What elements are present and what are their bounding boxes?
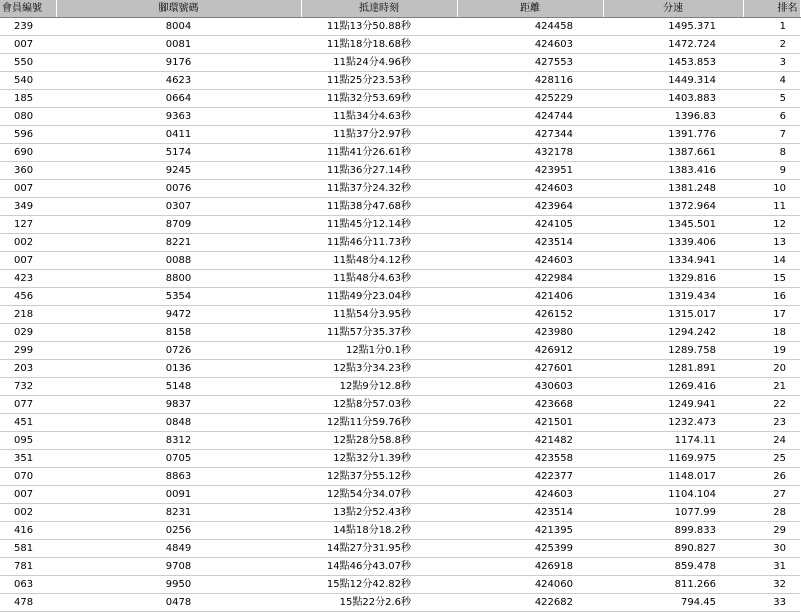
member-id-cell: 550 — [0, 54, 56, 72]
rank-cell: 25 — [743, 450, 800, 468]
arrival-time-cell: 13點2分52.43秒 — [301, 504, 457, 522]
ring-number-cell: 0136 — [56, 360, 301, 378]
distance-cell: 424744 — [457, 108, 603, 126]
speed-cell: 1281.891 — [603, 360, 743, 378]
table-row — [0, 54, 800, 72]
rank-cell: 23 — [743, 414, 800, 432]
ring-number-cell: 0848 — [56, 414, 301, 432]
ring-number-cell: 0478 — [56, 594, 301, 612]
rank-cell: 26 — [743, 468, 800, 486]
distance-cell: 422377 — [457, 468, 603, 486]
member-id-cell: 781 — [0, 558, 56, 576]
arrival-time-cell: 11點36分27.14秒 — [301, 162, 457, 180]
member-id-cell: 540 — [0, 72, 56, 90]
speed-cell: 1387.661 — [603, 144, 743, 162]
arrival-time-cell: 11點48分4.63秒 — [301, 270, 457, 288]
member-id-cell: 080 — [0, 108, 56, 126]
ring-number-cell: 8004 — [56, 18, 301, 36]
ring-number-cell: 8312 — [56, 432, 301, 450]
speed-cell: 1329.816 — [603, 270, 743, 288]
ring-number-cell: 8158 — [56, 324, 301, 342]
distance-cell: 424603 — [457, 36, 603, 54]
member-id-cell: 127 — [0, 216, 56, 234]
arrival-time-cell: 15點22分2.6秒 — [301, 594, 457, 612]
ring-number-cell: 0081 — [56, 36, 301, 54]
arrival-time-cell: 11點32分53.69秒 — [301, 90, 457, 108]
ring-number-cell: 0726 — [56, 342, 301, 360]
rank-cell: 33 — [743, 594, 800, 612]
speed-cell: 794.45 — [603, 594, 743, 612]
rank-cell: 29 — [743, 522, 800, 540]
arrival-time-cell: 11點24分4.96秒 — [301, 54, 457, 72]
ring-number-cell: 9837 — [56, 396, 301, 414]
distance-cell: 423951 — [457, 162, 603, 180]
speed-cell: 1453.853 — [603, 54, 743, 72]
table-row — [0, 396, 800, 414]
speed-cell: 1294.242 — [603, 324, 743, 342]
member-id-cell: 299 — [0, 342, 56, 360]
distance-cell: 424603 — [457, 180, 603, 198]
table-body — [0, 18, 800, 612]
table-row — [0, 216, 800, 234]
member-id-cell: 095 — [0, 432, 56, 450]
arrival-time-cell: 11點48分4.12秒 — [301, 252, 457, 270]
member-id-cell: 690 — [0, 144, 56, 162]
member-id-cell: 456 — [0, 288, 56, 306]
speed-cell: 1472.724 — [603, 36, 743, 54]
distance-cell: 424603 — [457, 486, 603, 504]
ring-number-cell: 9176 — [56, 54, 301, 72]
member-id-cell: 002 — [0, 504, 56, 522]
distance-cell: 422682 — [457, 594, 603, 612]
arrival-time-cell: 14點27分31.95秒 — [301, 540, 457, 558]
arrival-time-cell: 14點46分43.07秒 — [301, 558, 457, 576]
table-row — [0, 522, 800, 540]
rank-cell: 18 — [743, 324, 800, 342]
rank-cell: 5 — [743, 90, 800, 108]
table-row — [0, 288, 800, 306]
arrival-time-cell: 12點8分57.03秒 — [301, 396, 457, 414]
arrival-time-cell: 14點18分18.2秒 — [301, 522, 457, 540]
ring-number-cell: 4623 — [56, 72, 301, 90]
distance-cell: 427344 — [457, 126, 603, 144]
speed-cell: 1383.416 — [603, 162, 743, 180]
header-speed[interactable]: 分速 — [603, 0, 743, 18]
rank-cell: 17 — [743, 306, 800, 324]
ring-number-cell: 0307 — [56, 198, 301, 216]
table-row — [0, 486, 800, 504]
member-id-cell: 360 — [0, 162, 56, 180]
header-distance[interactable]: 距離 — [457, 0, 603, 18]
arrival-time-cell: 11點37分24.32秒 — [301, 180, 457, 198]
member-id-cell: 596 — [0, 126, 56, 144]
distance-cell: 426912 — [457, 342, 603, 360]
member-id-cell: 007 — [0, 36, 56, 54]
arrival-time-cell: 11點13分50.88秒 — [301, 18, 457, 36]
arrival-time-cell: 12點11分59.76秒 — [301, 414, 457, 432]
arrival-time-cell: 11點25分23.53秒 — [301, 72, 457, 90]
arrival-time-cell: 12點9分12.8秒 — [301, 378, 457, 396]
arrival-time-cell: 12點28分58.8秒 — [301, 432, 457, 450]
table-row — [0, 198, 800, 216]
distance-cell: 428116 — [457, 72, 603, 90]
member-id-cell: 349 — [0, 198, 56, 216]
ring-number-cell: 5354 — [56, 288, 301, 306]
header-member-id[interactable]: 會員編號 — [0, 0, 56, 18]
distance-cell: 427553 — [457, 54, 603, 72]
table-header — [0, 0, 800, 18]
ring-number-cell: 0411 — [56, 126, 301, 144]
distance-cell: 423964 — [457, 198, 603, 216]
ring-number-cell: 0256 — [56, 522, 301, 540]
member-id-cell: 063 — [0, 576, 56, 594]
speed-cell: 1345.501 — [603, 216, 743, 234]
ring-number-cell: 8800 — [56, 270, 301, 288]
distance-cell: 421406 — [457, 288, 603, 306]
distance-cell: 423668 — [457, 396, 603, 414]
distance-cell: 421482 — [457, 432, 603, 450]
ring-number-cell: 9472 — [56, 306, 301, 324]
rank-cell: 2 — [743, 36, 800, 54]
rank-cell: 20 — [743, 360, 800, 378]
table-row — [0, 432, 800, 450]
member-id-cell: 218 — [0, 306, 56, 324]
member-id-cell: 351 — [0, 450, 56, 468]
distance-cell: 424458 — [457, 18, 603, 36]
speed-cell: 1077.99 — [603, 504, 743, 522]
member-id-cell: 451 — [0, 414, 56, 432]
arrival-time-cell: 12點37分55.12秒 — [301, 468, 457, 486]
table-row — [0, 468, 800, 486]
table-row — [0, 450, 800, 468]
member-id-cell: 203 — [0, 360, 56, 378]
ring-number-cell: 0076 — [56, 180, 301, 198]
speed-cell: 1169.975 — [603, 450, 743, 468]
table-row — [0, 504, 800, 522]
table-row — [0, 360, 800, 378]
speed-cell: 1391.776 — [603, 126, 743, 144]
rank-cell: 12 — [743, 216, 800, 234]
speed-cell: 1319.434 — [603, 288, 743, 306]
table-row — [0, 270, 800, 288]
ring-number-cell: 9950 — [56, 576, 301, 594]
ring-number-cell: 0088 — [56, 252, 301, 270]
rank-cell: 15 — [743, 270, 800, 288]
arrival-time-cell: 11點45分12.14秒 — [301, 216, 457, 234]
arrival-time-cell: 11點57分35.37秒 — [301, 324, 457, 342]
speed-cell: 1381.248 — [603, 180, 743, 198]
table-row — [0, 576, 800, 594]
table-row — [0, 252, 800, 270]
table-row — [0, 594, 800, 612]
distance-cell: 423980 — [457, 324, 603, 342]
table-row — [0, 342, 800, 360]
speed-cell: 859.478 — [603, 558, 743, 576]
rank-cell: 3 — [743, 54, 800, 72]
arrival-time-cell: 11點54分3.95秒 — [301, 306, 457, 324]
speed-cell: 1396.83 — [603, 108, 743, 126]
arrival-time-cell: 12點3分34.23秒 — [301, 360, 457, 378]
table-row — [0, 180, 800, 198]
distance-cell: 432178 — [457, 144, 603, 162]
ring-number-cell: 8221 — [56, 234, 301, 252]
speed-cell: 1174.11 — [603, 432, 743, 450]
header-ring-number[interactable]: 腳環號碼 — [56, 0, 301, 18]
speed-cell: 1289.758 — [603, 342, 743, 360]
distance-cell: 430603 — [457, 378, 603, 396]
table-row — [0, 558, 800, 576]
table-row — [0, 162, 800, 180]
rank-cell: 14 — [743, 252, 800, 270]
rank-cell: 27 — [743, 486, 800, 504]
arrival-time-cell: 11點38分47.68秒 — [301, 198, 457, 216]
member-id-cell: 070 — [0, 468, 56, 486]
speed-cell: 1104.104 — [603, 486, 743, 504]
distance-cell: 424603 — [457, 252, 603, 270]
table-row — [0, 414, 800, 432]
distance-cell: 423514 — [457, 504, 603, 522]
rank-cell: 30 — [743, 540, 800, 558]
table-row — [0, 36, 800, 54]
header-rank[interactable]: 排名 — [743, 0, 800, 18]
speed-cell: 1315.017 — [603, 306, 743, 324]
speed-cell: 1249.941 — [603, 396, 743, 414]
ring-number-cell: 8231 — [56, 504, 301, 522]
ring-number-cell: 9245 — [56, 162, 301, 180]
member-id-cell: 423 — [0, 270, 56, 288]
rank-cell: 21 — [743, 378, 800, 396]
rank-cell: 19 — [743, 342, 800, 360]
member-id-cell: 002 — [0, 234, 56, 252]
distance-cell: 426918 — [457, 558, 603, 576]
ring-number-cell: 0705 — [56, 450, 301, 468]
rank-cell: 31 — [743, 558, 800, 576]
distance-cell: 421501 — [457, 414, 603, 432]
ring-number-cell: 0091 — [56, 486, 301, 504]
member-id-cell: 077 — [0, 396, 56, 414]
rank-cell: 11 — [743, 198, 800, 216]
arrival-time-cell: 12點32分1.39秒 — [301, 450, 457, 468]
table-row — [0, 540, 800, 558]
speed-cell: 1334.941 — [603, 252, 743, 270]
ring-number-cell: 8709 — [56, 216, 301, 234]
arrival-time-cell: 11點37分2.97秒 — [301, 126, 457, 144]
distance-cell: 425229 — [457, 90, 603, 108]
distance-cell: 425399 — [457, 540, 603, 558]
member-id-cell: 416 — [0, 522, 56, 540]
ring-number-cell: 5148 — [56, 378, 301, 396]
arrival-time-cell: 12點1分0.1秒 — [301, 342, 457, 360]
table-row — [0, 324, 800, 342]
rank-cell: 10 — [743, 180, 800, 198]
member-id-cell: 007 — [0, 252, 56, 270]
ring-number-cell: 9363 — [56, 108, 301, 126]
member-id-cell: 732 — [0, 378, 56, 396]
arrival-time-cell: 11點34分4.63秒 — [301, 108, 457, 126]
rank-cell: 16 — [743, 288, 800, 306]
distance-cell: 424105 — [457, 216, 603, 234]
speed-cell: 899.833 — [603, 522, 743, 540]
member-id-cell: 478 — [0, 594, 56, 612]
distance-cell: 423558 — [457, 450, 603, 468]
rank-cell: 13 — [743, 234, 800, 252]
ring-number-cell: 8863 — [56, 468, 301, 486]
table-row — [0, 234, 800, 252]
speed-cell: 1269.416 — [603, 378, 743, 396]
speed-cell: 1232.473 — [603, 414, 743, 432]
rank-cell: 4 — [743, 72, 800, 90]
rank-cell: 24 — [743, 432, 800, 450]
speed-cell: 890.827 — [603, 540, 743, 558]
rank-cell: 28 — [743, 504, 800, 522]
table-row — [0, 126, 800, 144]
speed-cell: 1339.406 — [603, 234, 743, 252]
table-row — [0, 18, 800, 36]
ring-number-cell: 9708 — [56, 558, 301, 576]
rank-cell: 1 — [743, 18, 800, 36]
member-id-cell: 007 — [0, 486, 56, 504]
member-id-cell: 239 — [0, 18, 56, 36]
arrival-time-cell: 11點18分18.68秒 — [301, 36, 457, 54]
speed-cell: 1495.371 — [603, 18, 743, 36]
member-id-cell: 029 — [0, 324, 56, 342]
member-id-cell: 581 — [0, 540, 56, 558]
speed-cell: 1403.883 — [603, 90, 743, 108]
member-id-cell: 007 — [0, 180, 56, 198]
rank-cell: 6 — [743, 108, 800, 126]
header-arrival-time[interactable]: 抵達時刻 — [301, 0, 457, 18]
ring-number-cell: 0664 — [56, 90, 301, 108]
table-row — [0, 72, 800, 90]
speed-cell: 811.266 — [603, 576, 743, 594]
member-id-cell: 185 — [0, 90, 56, 108]
arrival-time-cell: 12點54分34.07秒 — [301, 486, 457, 504]
distance-cell: 426152 — [457, 306, 603, 324]
distance-cell: 421395 — [457, 522, 603, 540]
arrival-time-cell: 11點49分23.04秒 — [301, 288, 457, 306]
distance-cell: 427601 — [457, 360, 603, 378]
arrival-time-cell: 11點46分11.73秒 — [301, 234, 457, 252]
table-row — [0, 144, 800, 162]
header-row — [0, 0, 800, 18]
ring-number-cell: 4849 — [56, 540, 301, 558]
rank-cell: 32 — [743, 576, 800, 594]
rank-cell: 22 — [743, 396, 800, 414]
distance-cell: 424060 — [457, 576, 603, 594]
rank-cell: 7 — [743, 126, 800, 144]
speed-cell: 1449.314 — [603, 72, 743, 90]
table-row — [0, 306, 800, 324]
table-row — [0, 90, 800, 108]
distance-cell: 422984 — [457, 270, 603, 288]
distance-cell: 423514 — [457, 234, 603, 252]
arrival-time-cell: 15點12分42.82秒 — [301, 576, 457, 594]
speed-cell: 1372.964 — [603, 198, 743, 216]
ring-number-cell: 5174 — [56, 144, 301, 162]
table-row — [0, 378, 800, 396]
rank-cell: 8 — [743, 144, 800, 162]
speed-cell: 1148.017 — [603, 468, 743, 486]
table-row — [0, 108, 800, 126]
arrival-time-cell: 11點41分26.61秒 — [301, 144, 457, 162]
rank-cell: 9 — [743, 162, 800, 180]
